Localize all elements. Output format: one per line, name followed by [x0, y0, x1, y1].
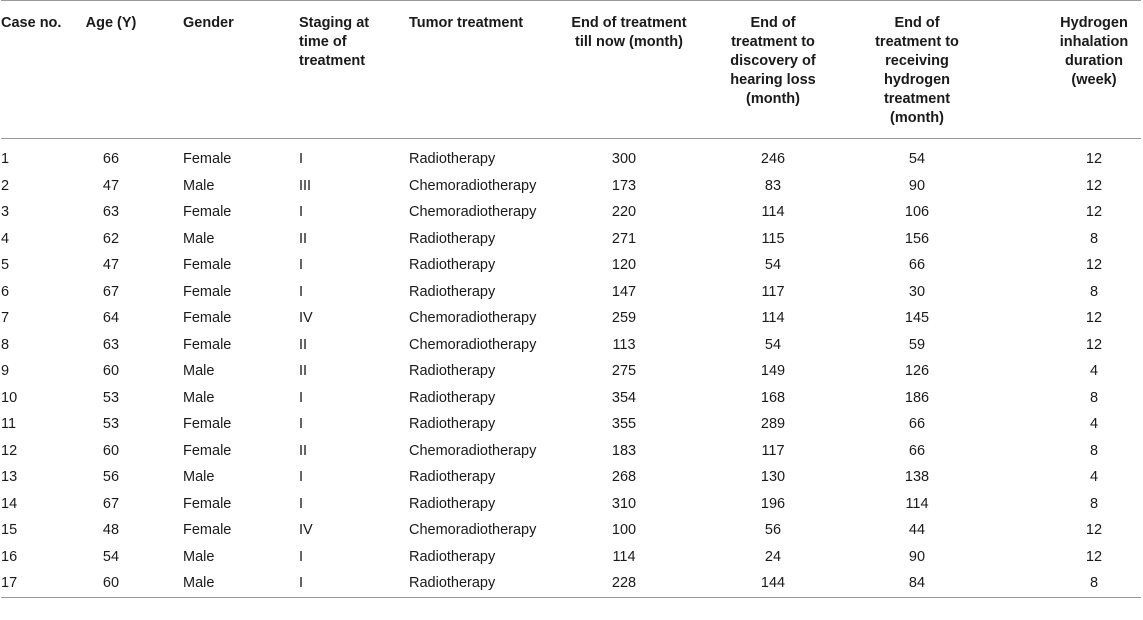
cell-end-to-hydrogen: 126: [904, 363, 930, 380]
cell-gender: Female: [183, 257, 232, 274]
cell-end-to-hearing-loss: 246: [760, 151, 786, 168]
cell-staging: I: [299, 416, 304, 433]
cell-staging: I: [299, 389, 304, 406]
cell-end-to-hearing-loss: 114: [761, 310, 785, 327]
cell-end-till-now: 271: [611, 230, 637, 247]
cell-case-no: 2: [1, 177, 10, 194]
cell-end-to-hydrogen: 30: [908, 283, 926, 300]
cell-gender: Male: [183, 177, 215, 194]
cell-end-till-now: 300: [611, 151, 637, 168]
cell-end-till-now: 355: [611, 416, 637, 433]
cell-tumor-treatment: Radiotherapy: [409, 389, 496, 406]
cell-gender: Female: [183, 336, 232, 353]
cell-hydrogen-duration: 12: [1085, 204, 1103, 221]
header-gender: Gender: [183, 15, 234, 31]
header-staging: Staging at time of treatment: [299, 15, 370, 69]
table-row: [1, 199, 1141, 226]
cell-hydrogen-duration: 12: [1085, 548, 1103, 565]
cell-end-till-now: 173: [611, 177, 637, 194]
cell-end-till-now: 113: [612, 336, 636, 353]
table-body: [1, 139, 1141, 598]
cell-end-till-now: 354: [611, 389, 637, 406]
cell-gender: Male: [183, 469, 215, 486]
cell-end-to-hydrogen: 84: [908, 575, 926, 592]
cell-hydrogen-duration: 8: [1089, 283, 1099, 300]
cell-end-to-hydrogen: 66: [908, 416, 926, 433]
cell-end-to-hearing-loss: 115: [761, 230, 785, 247]
cell-end-till-now: 268: [611, 469, 637, 486]
table-row: [1, 464, 1141, 491]
table-row: [1, 358, 1141, 385]
cell-case-no: 17: [1, 575, 18, 592]
cell-gender: Female: [183, 522, 232, 539]
cell-hydrogen-duration: 8: [1089, 389, 1099, 406]
table-row: [1, 517, 1141, 544]
cell-end-till-now: 220: [611, 204, 637, 221]
cell-hydrogen-duration: 8: [1089, 442, 1099, 459]
cell-age: 66: [102, 151, 120, 168]
cell-age: 56: [102, 469, 120, 486]
cell-staging: III: [299, 177, 312, 194]
cell-case-no: 11: [1, 416, 17, 433]
cell-end-to-hydrogen: 138: [904, 469, 930, 486]
table-row: [1, 173, 1141, 200]
cell-end-to-hydrogen: 59: [908, 336, 926, 353]
cell-hydrogen-duration: 12: [1085, 336, 1103, 353]
cell-hydrogen-duration: 12: [1085, 151, 1103, 168]
cell-end-to-hydrogen: 90: [908, 548, 926, 565]
cell-end-to-hearing-loss: 54: [764, 336, 782, 353]
cell-gender: Female: [183, 495, 232, 512]
table-row: [1, 252, 1141, 279]
cell-case-no: 3: [1, 204, 10, 221]
cell-staging: II: [299, 363, 308, 380]
cell-case-no: 13: [1, 469, 18, 486]
cell-staging: II: [299, 230, 308, 247]
cell-tumor-treatment: Chemoradiotherapy: [409, 522, 537, 539]
cell-gender: Male: [183, 575, 215, 592]
cell-tumor-treatment: Radiotherapy: [409, 416, 496, 433]
cell-case-no: 14: [1, 495, 18, 512]
cell-end-till-now: 114: [612, 548, 636, 565]
cell-staging: I: [299, 151, 304, 168]
cell-end-to-hydrogen: 156: [904, 230, 930, 247]
table-row: [1, 570, 1141, 597]
cell-staging: I: [299, 575, 304, 592]
cell-case-no: 7: [1, 310, 10, 327]
cell-end-till-now: 275: [611, 363, 637, 380]
cell-tumor-treatment: Radiotherapy: [409, 575, 496, 592]
cell-staging: I: [299, 204, 304, 221]
cell-end-till-now: 120: [611, 257, 637, 274]
cell-case-no: 16: [1, 548, 18, 565]
cell-end-to-hearing-loss: 114: [761, 204, 785, 221]
cell-case-no: 1: [1, 151, 10, 168]
cell-end-to-hearing-loss: 289: [760, 416, 786, 433]
cell-end-to-hearing-loss: 56: [764, 522, 782, 539]
cell-gender: Male: [183, 548, 215, 565]
header-tumor-treatment: Tumor treatment: [409, 15, 524, 31]
cell-end-to-hydrogen: 66: [908, 442, 926, 459]
cell-case-no: 6: [1, 283, 10, 300]
cell-end-to-hydrogen: 66: [908, 257, 926, 274]
cell-age: 53: [102, 416, 120, 433]
cell-case-no: 10: [1, 389, 18, 406]
table-row: [1, 332, 1141, 359]
table-row: [1, 139, 1141, 173]
header-end-till-now: End of treatment till now (month): [571, 15, 687, 50]
table-row: [1, 226, 1141, 253]
cell-age: 63: [102, 204, 120, 221]
cell-tumor-treatment: Chemoradiotherapy: [409, 442, 537, 459]
cell-end-to-hearing-loss: 24: [764, 548, 782, 565]
cell-hydrogen-duration: 8: [1089, 575, 1099, 592]
cell-age: 60: [102, 575, 120, 592]
table-row: [1, 385, 1141, 412]
table-row: [1, 491, 1141, 518]
cell-hydrogen-duration: 8: [1089, 230, 1099, 247]
cell-tumor-treatment: Radiotherapy: [409, 230, 496, 247]
cell-age: 62: [102, 230, 120, 247]
cell-case-no: 4: [1, 230, 10, 247]
cell-tumor-treatment: Chemoradiotherapy: [409, 177, 537, 194]
header-age: Age (Y): [85, 15, 137, 31]
cell-hydrogen-duration: 12: [1085, 522, 1103, 539]
cell-age: 54: [102, 548, 120, 565]
cell-case-no: 12: [1, 442, 18, 459]
cell-end-to-hydrogen: 44: [908, 522, 926, 539]
cell-staging: I: [299, 469, 304, 486]
cell-end-to-hydrogen: 114: [905, 495, 929, 512]
cell-hydrogen-duration: 4: [1089, 363, 1099, 380]
cell-tumor-treatment: Radiotherapy: [409, 548, 496, 565]
cell-age: 60: [102, 363, 120, 380]
cell-end-till-now: 147: [611, 283, 637, 300]
cell-tumor-treatment: Chemoradiotherapy: [409, 204, 537, 221]
cell-age: 67: [102, 283, 120, 300]
header-end-to-hearing-loss: End of treatment to discovery of hearing loss (month): [730, 15, 816, 107]
cell-gender: Male: [183, 363, 215, 380]
table-row: [1, 411, 1141, 438]
header-end-to-hydrogen: End of treatment to receiving hydrogen treatment (month): [875, 15, 959, 126]
cell-end-to-hearing-loss: 117: [761, 283, 785, 300]
cell-gender: Male: [183, 230, 215, 247]
cell-hydrogen-duration: 4: [1089, 416, 1099, 433]
cell-staging: IV: [299, 310, 313, 327]
cell-end-till-now: 100: [611, 522, 637, 539]
cell-age: 60: [102, 442, 120, 459]
cell-gender: Female: [183, 283, 232, 300]
cell-age: 67: [102, 495, 120, 512]
cell-staging: I: [299, 283, 304, 300]
cell-age: 48: [102, 522, 120, 539]
cell-staging: I: [299, 257, 304, 274]
cell-age: 47: [102, 177, 120, 194]
cell-end-to-hearing-loss: 149: [760, 363, 786, 380]
cell-tumor-treatment: Radiotherapy: [409, 495, 496, 512]
cell-end-to-hydrogen: 106: [904, 204, 930, 221]
cell-end-to-hydrogen: 186: [904, 389, 930, 406]
cell-staging: IV: [299, 522, 313, 539]
cell-end-to-hydrogen: 54: [908, 151, 926, 168]
header-row: [1, 1, 1141, 139]
cell-tumor-treatment: Radiotherapy: [409, 257, 496, 274]
patient-table: [1, 0, 1141, 598]
cell-end-till-now: 259: [611, 310, 637, 327]
cell-gender: Male: [183, 389, 215, 406]
cell-hydrogen-duration: 12: [1085, 310, 1103, 327]
cell-age: 47: [102, 257, 120, 274]
cell-age: 64: [102, 310, 120, 327]
cell-tumor-treatment: Chemoradiotherapy: [409, 336, 537, 353]
cell-end-to-hearing-loss: 144: [760, 575, 786, 592]
cell-tumor-treatment: Radiotherapy: [409, 151, 496, 168]
table-row: [1, 305, 1141, 332]
cell-case-no: 9: [1, 363, 10, 380]
cell-staging: I: [299, 495, 304, 512]
cell-end-till-now: 228: [611, 575, 637, 592]
cell-gender: Female: [183, 151, 232, 168]
cell-tumor-treatment: Radiotherapy: [409, 283, 496, 300]
cell-end-till-now: 310: [611, 495, 637, 512]
cell-hydrogen-duration: 8: [1089, 495, 1099, 512]
cell-gender: Female: [183, 204, 232, 221]
cell-tumor-treatment: Radiotherapy: [409, 469, 496, 486]
table-row: [1, 544, 1141, 571]
table-header: [1, 1, 1141, 139]
cell-case-no: 15: [1, 522, 18, 539]
cell-case-no: 5: [1, 257, 10, 274]
cell-end-till-now: 183: [611, 442, 637, 459]
cell-hydrogen-duration: 4: [1089, 469, 1099, 486]
cell-end-to-hearing-loss: 168: [760, 389, 786, 406]
cell-end-to-hearing-loss: 54: [764, 257, 782, 274]
table-row: [1, 438, 1141, 465]
cell-staging: I: [299, 548, 304, 565]
cell-staging: II: [299, 442, 308, 459]
cell-gender: Female: [183, 310, 232, 327]
cell-gender: Female: [183, 442, 232, 459]
cell-hydrogen-duration: 12: [1085, 257, 1103, 274]
cell-end-to-hydrogen: 90: [908, 177, 926, 194]
cell-age: 63: [102, 336, 120, 353]
cell-staging: II: [299, 336, 308, 353]
cell-hydrogen-duration: 12: [1085, 177, 1103, 194]
table-row: [1, 279, 1141, 306]
cell-end-to-hearing-loss: 117: [761, 442, 785, 459]
cell-tumor-treatment: Chemoradiotherapy: [409, 310, 537, 327]
header-hydrogen-duration: Hydrogen inhalation duration (week): [1059, 15, 1129, 88]
cell-gender: Female: [183, 416, 232, 433]
cell-end-to-hydrogen: 145: [904, 310, 930, 327]
cell-tumor-treatment: Radiotherapy: [409, 363, 496, 380]
cell-end-to-hearing-loss: 83: [764, 177, 782, 194]
cell-end-to-hearing-loss: 196: [760, 495, 786, 512]
header-case-no: Case no.: [1, 15, 62, 31]
cell-age: 53: [102, 389, 120, 406]
cell-end-to-hearing-loss: 130: [760, 469, 786, 486]
cell-case-no: 8: [1, 336, 10, 353]
